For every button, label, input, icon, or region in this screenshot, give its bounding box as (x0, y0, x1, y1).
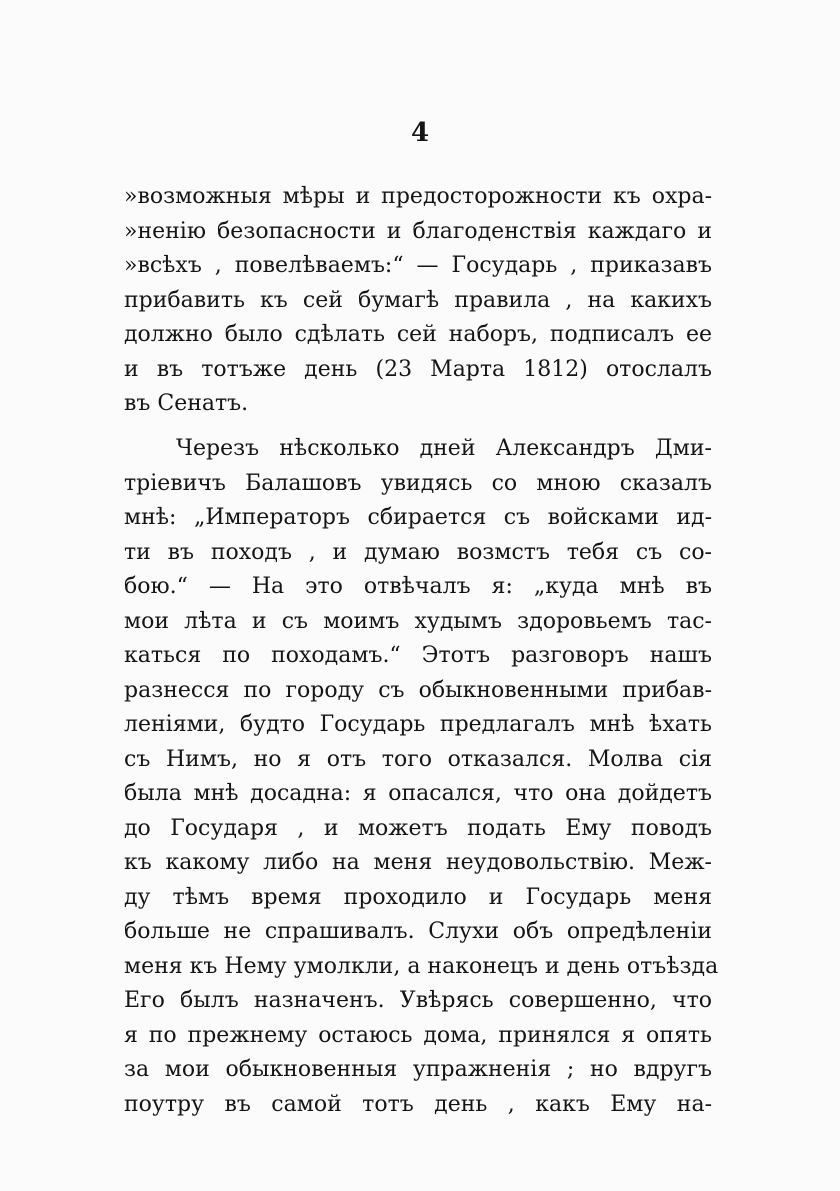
text-line: я по прежнему остаюсь дома, принялся я опять (124, 1022, 712, 1048)
text-line: за мои обыкновенныя упражненія ; но вдругъ (124, 1057, 712, 1082)
text-line: съ Нимъ, но я отъ того отказался. Молва сія (124, 746, 712, 772)
text-line: Его былъ назначенъ. Увѣрясь совершенно, что (124, 988, 712, 1013)
text-line: къ какому либо на меня неудовольствію. Меж- (124, 850, 712, 875)
text-line: »ненію безопасности и благоденствія каждаго и (124, 218, 712, 244)
text-line: мнѣ: „Императоръ сбирается съ войсками ид- (124, 505, 712, 530)
text-line: меня къ Нему умолкли, а наконецъ и день отъѣзда (124, 953, 719, 979)
text-line: ду тѣмъ время проходило и Государь меня (124, 884, 712, 910)
text-line: была мнѣ досадна: я опасался, что она дойдетъ (124, 781, 712, 806)
text-line: Черезъ нѣсколько дней Александръ Дми- (176, 436, 712, 461)
text-line: въ Сенатъ. (124, 391, 249, 416)
text-line: и въ тотъже день (23 Марта 1812) отослалъ (124, 356, 712, 382)
text-line: тріевичъ Балашовъ увидясь со мною сказалъ (124, 470, 712, 496)
text-line: ти въ походъ , и думаю возмстъ тебя съ со- (124, 539, 712, 565)
text-line: каться по походамъ.“ Этотъ разговоръ нашъ (124, 643, 712, 668)
text-line: должно было сдѣлать сей наборъ, подписалъ ее (124, 322, 712, 347)
text-line: прибавить къ сей бумагѣ правила , на какихъ (124, 287, 712, 313)
text-line: мои лѣта и съ моимъ худымъ здоровьемъ тас- (124, 608, 712, 634)
paragraph-1 (124, 180, 712, 422)
paragraph-2 (124, 432, 719, 1122)
text-line: разнесся по городу съ обыкновенными прибав- (124, 677, 712, 703)
text-line: поутру въ самой тотъ день , какъ Ему на- (124, 1091, 712, 1117)
text-line: леніями, будто Государь предлагалъ мнѣ ѣхать (124, 712, 712, 737)
text-line: больше не спрашивалъ. Слухи объ опредѣленіи (124, 919, 712, 944)
text-line: до Государя , и можетъ подать Ему поводъ (124, 815, 712, 841)
text-line: бою.“ — На это отвѣчалъ я: „куда мнѣ въ (124, 574, 712, 599)
text-line: »возможныя мѣры и предосторожности къ охра- (124, 184, 712, 209)
text-line: »всѣхъ , повелѣваемъ:“ — Государь , приказавъ (124, 253, 712, 278)
page-number: 4 (410, 118, 430, 148)
